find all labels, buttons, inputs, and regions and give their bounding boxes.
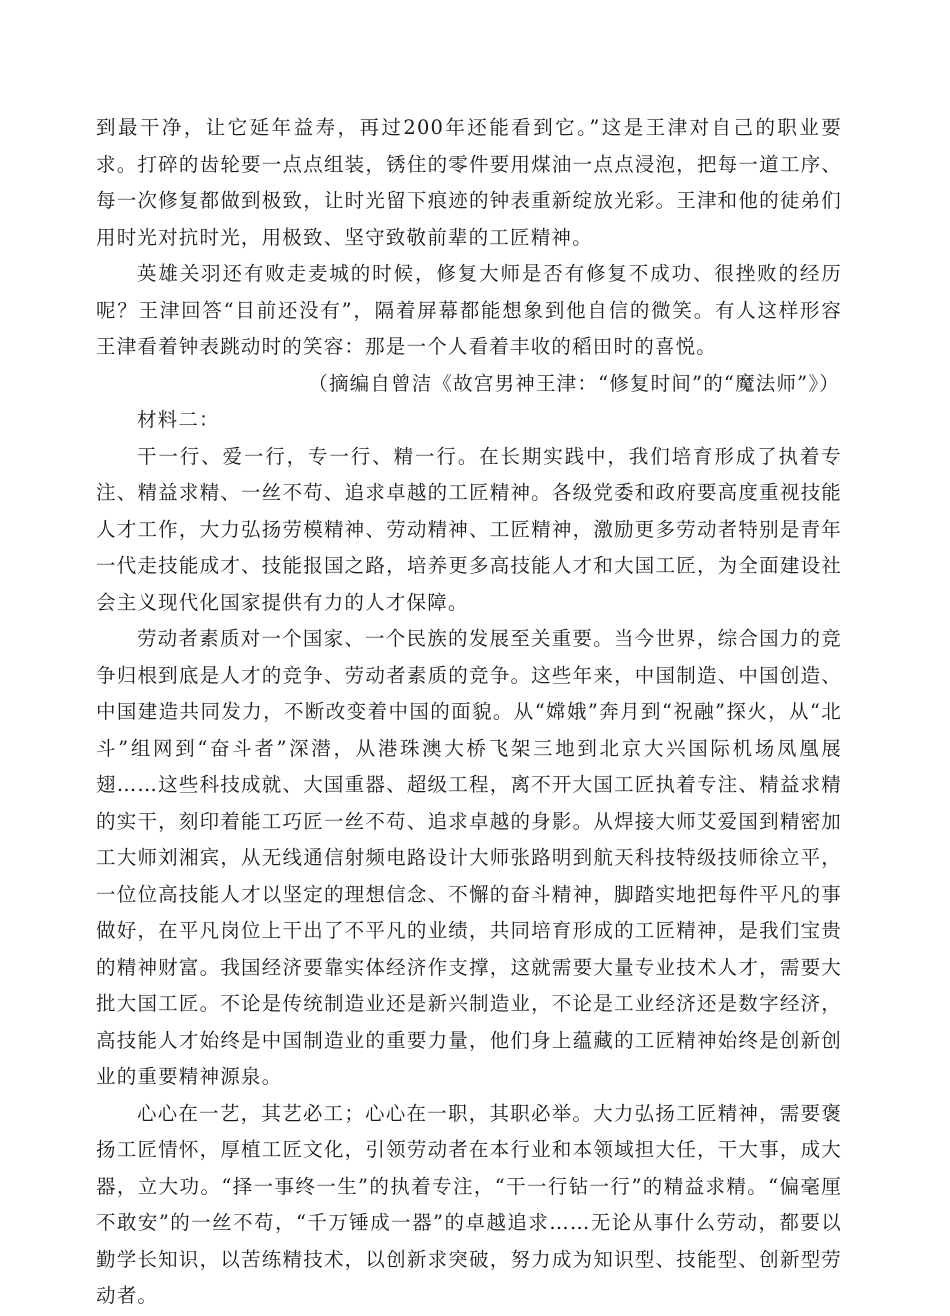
material-two-paragraph-1: 干一行、爱一行，专一行、精一行。在长期实践中，我们培育形成了执着专注、精益求精、一丝不苟、追求卓越的工匠精神。各级党委和政府要高度重视技能人才工作，大力弘扬劳模精神、劳动精神、工匠精神，激励更多劳动者特别是青年一代走技能成才、技能报国之路，培养更多高技能人才和大国工匠，为全面建设社会主义现代化国家提供有力的人才保障。 (96, 444, 842, 614)
material-one-paragraph-2: 英雄关羽还有败走麦城的时候，修复大师是否有修复不成功、很挫败的经历呢？王津回答“目前还没有”，隔着屏幕都能想象到他自信的微笑。有人这样形容王津看着钟表跳动时的笑容：那是一个人看着丰收的稻田时的喜悦。 (96, 262, 842, 358)
material-two-paragraph-2: 劳动者素质对一个国家、一个民族的发展至关重要。当今世界，综合国力的竞争归根到底是人才的竞争、劳动者素质的竞争。这些年来，中国制造、中国创造、中国建造共同发力，不断改变着中国的面貌。从“嫦娥”奔月到“祝融”探火，从“北斗”组网到“奋斗者”深潜，从港珠澳大桥飞架三地到北京大兴国际机场凤凰展翅……这些科技成就、大国重器、超级工程，离不开大国工匠执着专注、精益求精的实干，刻印着能工巧匠一丝不苟、追求卓越的身影。从焊接大师艾爱国到精密加工大师刘湘宾，从无线通信射频电路设计大师张路明到航天科技特级技师徐立平，一位位高技能人才以坚定的理想信念、不懈的奋斗精神，脚踏实地把每件平凡的事做好，在平凡岗位上干出了不平凡的业绩，共同培育形成的工匠精神，是我们宝贵的精神财富。我国经济要靠实体经济作支撑，这就需要大量专业技术人才，需要大批大国工匠。不论是传统制造业还是新兴制造业，不论是工业经济还是数字经济，高技能人才始终是中国制造业的重要力量，他们身上蕴藏的工匠精神始终是创新创业的重要精神源泉。 (96, 627, 842, 1088)
document-page (96, 110, 842, 1315)
material-two-paragraph-3: 心心在一艺，其艺必工；心心在一职，其职必举。大力弘扬工匠精神，需要褒扬工匠情怀，厚植工匠文化，引领劳动者在本行业和本领域担大任，干大事，成大器，立大功。“择一事终一生”的执着专注，“干一行钻一行”的精益求精。“偏毫厘不敢安”的一丝不苟，“千万锤成一器”的卓越追求……无论从事什么劳动，都要以勤学长知识，以苦练精技术，以创新求突破，努力成为知识型、技能型、创新型劳动者。 (96, 1101, 842, 1307)
material-one-source-citation: （摘编自曾洁《故宫男神王津：“修复时间”的“魔法师”》） (308, 371, 840, 395)
material-two-heading: 材料二： (136, 408, 220, 431)
material-one-paragraph-1: 到最干净，让它延年益寿，再过200年还能看到它。”这是王津对自己的职业要求。打碎的齿轮要一点点组装，锈住的零件要用煤油一点点浸泡，把每一道工序、每一次修复都做到极致，让时光留下痕迹的钟表重新绽放光彩。王津和他的徒弟们用时光对抗时光，用极致、坚守致敬前辈的工匠精神。 (96, 116, 842, 249)
